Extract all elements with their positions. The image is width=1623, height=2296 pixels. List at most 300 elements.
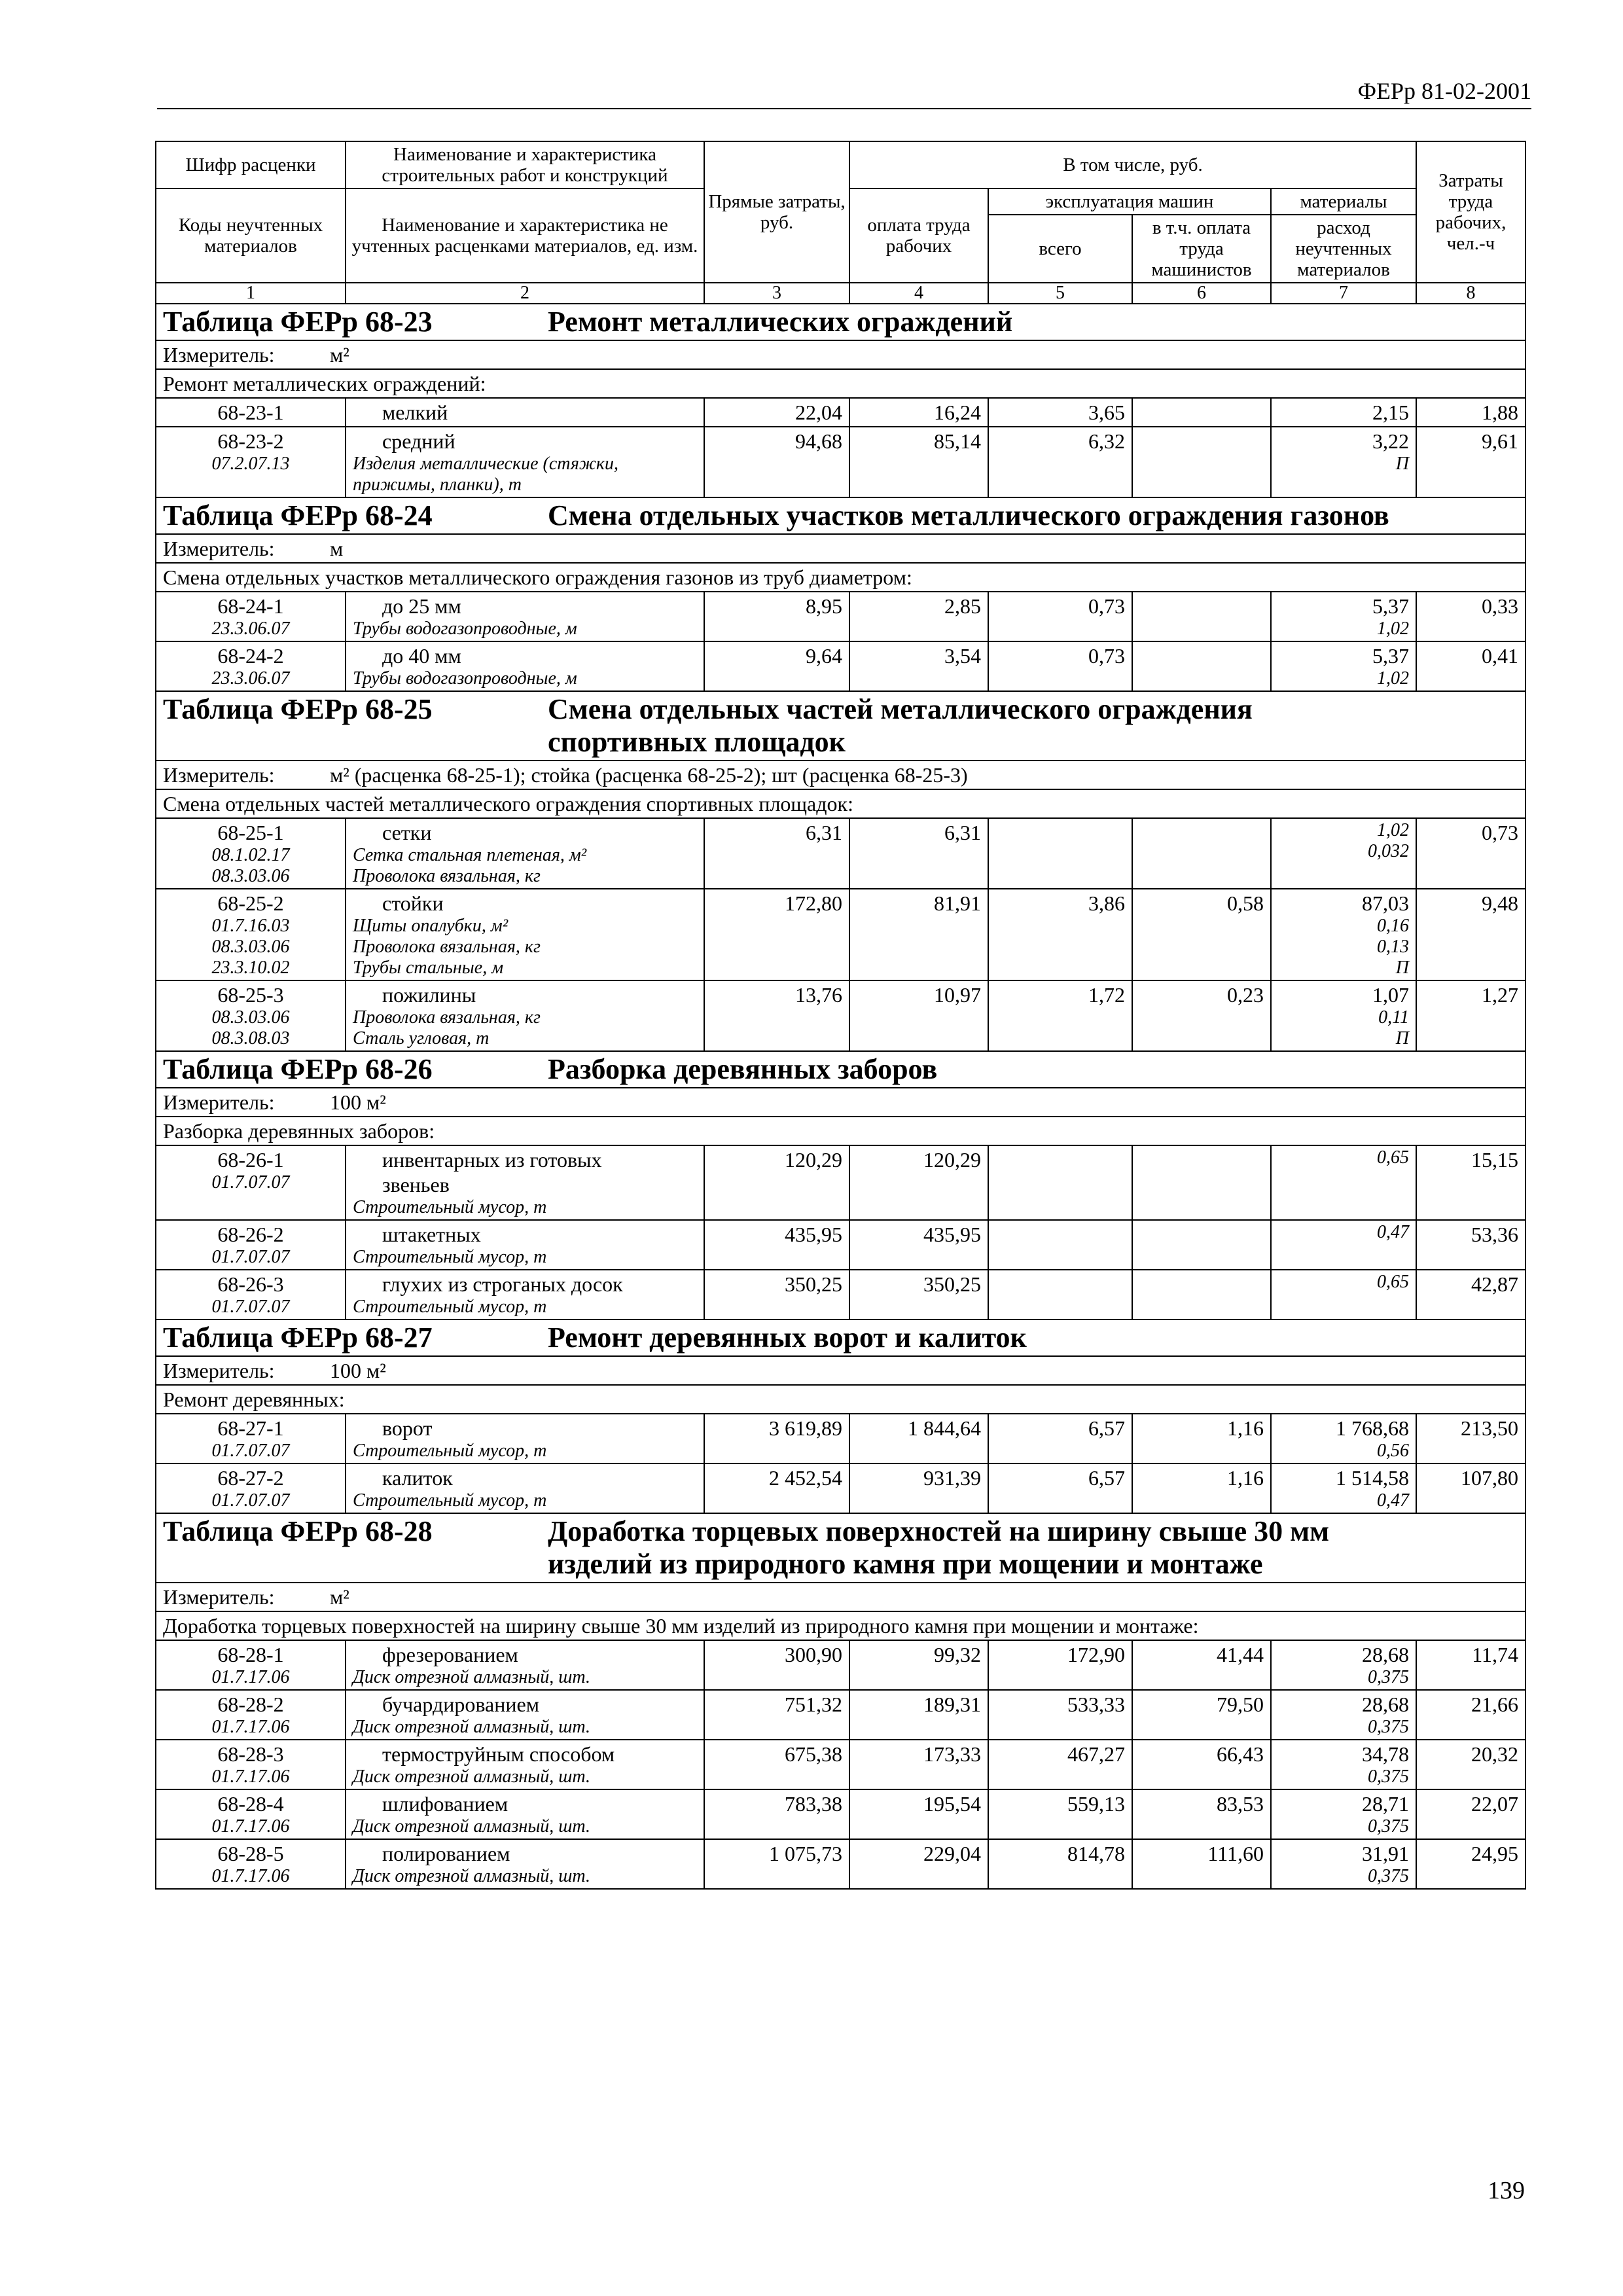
work-name-cell [346, 1270, 704, 1319]
price-table [155, 141, 1526, 1890]
table-title-line: Доработка торцевых поверхностей на ширину свыше 30 мм [548, 1515, 1330, 1547]
machines-header: эксплуатация машин [988, 188, 1271, 215]
labor-value: 42,87 [1416, 1270, 1525, 1319]
material-qty: П [1395, 1028, 1409, 1049]
measure-cell [156, 761, 1525, 789]
col-number: 3 [704, 283, 849, 304]
value-c4: 931,39 [849, 1463, 988, 1513]
material-name: Строительный мусор, т [353, 1441, 547, 1461]
material-name: Изделия металлические (стяжки, прижимы, планки), т [353, 454, 618, 495]
materials-cell [1271, 818, 1416, 889]
rate-code: 68-26-1 [217, 1148, 284, 1172]
materials-cost: 28,68 [1362, 1693, 1409, 1716]
description-row [156, 369, 1525, 398]
value-c5: 3,65 [988, 398, 1132, 427]
material-code: 01.7.07.07 [211, 1247, 290, 1267]
table-row [156, 1220, 1525, 1270]
value-c4: 120,29 [849, 1145, 988, 1220]
value-c4: 173,33 [849, 1740, 988, 1789]
col-number: 2 [346, 283, 704, 304]
table-title-line: Разборка деревянных заборов [548, 1053, 938, 1085]
wages-header: оплата труда рабочих [849, 188, 988, 283]
material-name: Трубы водогазопроводные, м [353, 619, 577, 639]
table-title [548, 499, 1518, 532]
value-c5: 814,78 [988, 1839, 1132, 1889]
value-c3: 9,64 [704, 641, 849, 691]
measure-label: Измеритель: [163, 763, 275, 787]
material-qty: П [1395, 958, 1409, 978]
rate-code: 68-26-2 [217, 1223, 284, 1246]
material-code: 01.7.17.06 [211, 1667, 290, 1687]
work-name: инвентарных из готовых [382, 1148, 602, 1172]
value-c4: 195,54 [849, 1789, 988, 1839]
rate-code-cell [156, 427, 346, 497]
material-name: Строительный мусор, т [353, 1490, 547, 1511]
value-c3: 6,31 [704, 818, 849, 889]
section-title [163, 693, 1518, 759]
value-c3: 751,32 [704, 1690, 849, 1740]
material-qty: 1,02 [1377, 619, 1409, 639]
material-code: 08.3.08.03 [211, 1028, 290, 1049]
work-name: калиток [382, 1466, 453, 1490]
value-c3: 1 075,73 [704, 1839, 849, 1889]
materials-cell [1271, 889, 1416, 980]
rate-code-cell [156, 1414, 346, 1463]
table-row [156, 818, 1525, 889]
labor-value: 24,95 [1416, 1839, 1525, 1889]
material-code: 08.3.03.06 [211, 866, 290, 886]
table-title-line: Смена отдельных частей металлического ограждения [548, 693, 1253, 725]
description-row [156, 1611, 1525, 1640]
material-name: Диск отрезной алмазный, шт. [353, 1717, 590, 1737]
col1-top-header: Шифр расценки [156, 141, 346, 188]
material-qty: 0,16 [1377, 916, 1409, 936]
value-c6 [1132, 1145, 1271, 1220]
material-code: 23.3.06.07 [211, 668, 290, 689]
value-c6: 0,23 [1132, 980, 1271, 1051]
table-row [156, 889, 1525, 980]
rate-code: 68-23-1 [217, 401, 284, 424]
rate-code-cell [156, 1640, 346, 1690]
table-number: Таблица ФЕРр 68-25 [163, 693, 433, 725]
work-name: до 40 мм [382, 644, 461, 668]
materials-cell [1271, 1220, 1416, 1270]
table-title [548, 1321, 1518, 1354]
materials-cost: 1 514,58 [1336, 1466, 1409, 1490]
value-c3: 3 619,89 [704, 1414, 849, 1463]
material-qty: 0,65 [1377, 1272, 1409, 1292]
material-name: Проволока вязальная, кг [353, 937, 541, 957]
work-name-cell [346, 1640, 704, 1690]
section-title [163, 499, 1518, 532]
value-c6 [1132, 1270, 1271, 1319]
work-name: ворот [382, 1416, 433, 1440]
work-name-cell [346, 592, 704, 641]
measure-unit: м² [330, 343, 349, 367]
table-header [156, 141, 1525, 304]
materials-usage-header: расход неучтенных материалов [1271, 215, 1416, 283]
measure-unit: м² (расценка 68-25-1); стойка (расценка 68-25-2); шт (расценка 68-25-3) [330, 763, 968, 787]
section-title-cell [156, 497, 1525, 534]
labor-value: 0,73 [1416, 818, 1525, 889]
description-row [156, 789, 1525, 818]
materials-cell [1271, 1414, 1416, 1463]
material-code: 01.7.17.06 [211, 1866, 290, 1886]
work-name-cell [346, 1839, 704, 1889]
rate-code-cell [156, 398, 346, 427]
work-description: Доработка торцевых поверхностей на ширину свыше 30 мм изделий из природного камня при мощении и монтаже: [156, 1611, 1525, 1640]
value-c6: 0,58 [1132, 889, 1271, 980]
materials-cell [1271, 1640, 1416, 1690]
measure-cell [156, 340, 1525, 369]
material-name: Строительный мусор, т [353, 1197, 547, 1217]
work-name: пожилины [382, 983, 476, 1007]
rate-code: 68-24-2 [217, 644, 284, 668]
table-title [548, 693, 1518, 759]
rate-code: 68-25-2 [217, 891, 284, 915]
materials-cell [1271, 1839, 1416, 1889]
value-c4: 3,54 [849, 641, 988, 691]
material-qty: 1,02 [1377, 668, 1409, 689]
work-name: стойки [382, 891, 444, 915]
value-c5: 6,57 [988, 1463, 1132, 1513]
section-title [163, 1321, 1518, 1354]
material-qty: 0,65 [1377, 1147, 1409, 1168]
col2-bottom-header: Наименование и характеристика не учтенных расценками материалов, ед. изм. [346, 188, 704, 283]
value-c6: 66,43 [1132, 1740, 1271, 1789]
value-c4: 10,97 [849, 980, 988, 1051]
rate-code: 68-28-1 [217, 1643, 284, 1666]
material-qty: П [1395, 454, 1409, 474]
value-c6 [1132, 1220, 1271, 1270]
section-title [163, 306, 1518, 338]
table-row [156, 1690, 1525, 1740]
work-name-cell [346, 1690, 704, 1740]
rate-code-cell [156, 1789, 346, 1839]
col-number: 1 [156, 283, 346, 304]
materials-cost: 5,37 [1372, 644, 1409, 668]
material-name: Строительный мусор, т [353, 1247, 547, 1267]
value-c6 [1132, 641, 1271, 691]
material-code: 01.7.17.06 [211, 1717, 290, 1737]
materials-cost: 28,71 [1362, 1792, 1409, 1816]
description-row [156, 1385, 1525, 1414]
material-code: 01.7.07.07 [211, 1172, 290, 1193]
table-row [156, 592, 1525, 641]
section-title-row [156, 1051, 1525, 1088]
material-qty: 0,375 [1368, 1866, 1409, 1886]
table-row [156, 641, 1525, 691]
page-number: 139 [1488, 2177, 1525, 2204]
work-description: Смена отдельных участков металлического ограждения газонов из труб диаметром: [156, 563, 1525, 592]
value-c4: 189,31 [849, 1690, 988, 1740]
machinist-wages-header: в т.ч. оплата труда машинистов [1132, 215, 1271, 283]
value-c6: 83,53 [1132, 1789, 1271, 1839]
value-c5: 0,73 [988, 592, 1132, 641]
rate-code-cell [156, 980, 346, 1051]
value-c6: 1,16 [1132, 1463, 1271, 1513]
material-qty: 0,375 [1368, 1767, 1409, 1787]
table-number: Таблица ФЕРр 68-26 [163, 1053, 433, 1085]
table-row [156, 980, 1525, 1051]
section-title-cell [156, 691, 1525, 761]
materials-cell [1271, 1270, 1416, 1319]
material-name: Трубы водогазопроводные, м [353, 668, 577, 689]
section-title-cell [156, 1319, 1525, 1356]
rate-code-cell [156, 889, 346, 980]
value-c5: 533,33 [988, 1690, 1132, 1740]
measure-row [156, 1356, 1525, 1385]
value-c3: 435,95 [704, 1220, 849, 1270]
value-c4: 435,95 [849, 1220, 988, 1270]
table-title-line: Смена отдельных участков металлического ограждения газонов [548, 499, 1389, 531]
section-title-row [156, 1513, 1525, 1583]
table-row [156, 1839, 1525, 1889]
material-qty: 0,13 [1377, 937, 1409, 957]
labor-header: Затраты труда рабочих, чел.-ч [1416, 141, 1525, 283]
materials-cost: 1 768,68 [1336, 1416, 1409, 1440]
material-code: 08.1.02.17 [211, 845, 290, 865]
measure-label: Измеритель: [163, 343, 275, 367]
rate-code-cell [156, 1145, 346, 1220]
rate-code: 68-28-5 [217, 1842, 284, 1865]
header-rule [157, 108, 1531, 109]
measure-row [156, 761, 1525, 789]
work-name-cell [346, 1740, 704, 1789]
table-body [156, 304, 1525, 1889]
value-c3: 2 452,54 [704, 1463, 849, 1513]
value-c5 [988, 1270, 1132, 1319]
material-qty: 0,375 [1368, 1816, 1409, 1837]
value-c6 [1132, 592, 1271, 641]
material-code: 23.3.06.07 [211, 619, 290, 639]
labor-value: 1,88 [1416, 398, 1525, 427]
value-c5: 3,86 [988, 889, 1132, 980]
material-qty: 0,11 [1378, 1007, 1409, 1028]
work-name: фрезерованием [382, 1643, 518, 1666]
rate-code: 68-25-3 [217, 983, 284, 1007]
value-c5: 0,73 [988, 641, 1132, 691]
table-number: Таблица ФЕРр 68-24 [163, 499, 433, 531]
work-description: Разборка деревянных заборов: [156, 1117, 1525, 1145]
value-c4: 1 844,64 [849, 1414, 988, 1463]
table-title-line: изделий из природного камня при мощении и монтаже [548, 1548, 1263, 1580]
section-title-row [156, 497, 1525, 534]
section-title [163, 1515, 1518, 1581]
work-name-cell [346, 818, 704, 889]
measure-cell [156, 1356, 1525, 1385]
measure-cell [156, 534, 1525, 563]
col-number: 4 [849, 283, 988, 304]
measure-cell [156, 1583, 1525, 1611]
material-name: Проволока вязальная, кг [353, 1007, 541, 1028]
measure-row [156, 1088, 1525, 1117]
labor-value: 0,41 [1416, 641, 1525, 691]
section-title-row [156, 691, 1525, 761]
rate-code: 68-24-1 [217, 594, 284, 618]
value-c3: 94,68 [704, 427, 849, 497]
material-name: Проволока вязальная, кг [353, 866, 541, 886]
materials-cell [1271, 398, 1416, 427]
value-c5: 1,72 [988, 980, 1132, 1051]
value-c5 [988, 818, 1132, 889]
material-qty: 0,47 [1377, 1490, 1409, 1511]
table-row [156, 427, 1525, 497]
value-c3: 675,38 [704, 1740, 849, 1789]
table-row [156, 398, 1525, 427]
material-qty: 1,02 [1377, 820, 1409, 840]
table-title-line: Ремонт деревянных ворот и калиток [548, 1321, 1027, 1354]
material-qty: 0,375 [1368, 1717, 1409, 1737]
value-c4: 350,25 [849, 1270, 988, 1319]
value-c3: 22,04 [704, 398, 849, 427]
col-number: 7 [1271, 283, 1416, 304]
materials-cell [1271, 1789, 1416, 1839]
material-code: 01.7.17.06 [211, 1767, 290, 1787]
materials-cost: 87,03 [1362, 891, 1409, 915]
material-code: 01.7.17.06 [211, 1816, 290, 1837]
col-number: 6 [1132, 283, 1271, 304]
col2-top-header: Наименование и характеристика строительных работ и конструкций [346, 141, 704, 188]
work-name-cell [346, 1145, 704, 1220]
work-name: звеньев [382, 1173, 450, 1196]
section-title-cell [156, 1051, 1525, 1088]
value-c4: 6,31 [849, 818, 988, 889]
material-name: Диск отрезной алмазный, шт. [353, 1667, 590, 1687]
materials-cost: 5,37 [1372, 594, 1409, 618]
work-description: Ремонт деревянных: [156, 1385, 1525, 1414]
table-title [548, 306, 1518, 338]
table-number: Таблица ФЕРр 68-23 [163, 306, 433, 338]
work-name: термоструйным способом [382, 1742, 615, 1766]
rate-code: 68-23-2 [217, 429, 284, 453]
work-name-cell [346, 1220, 704, 1270]
table-row [156, 1789, 1525, 1839]
value-c6: 41,44 [1132, 1640, 1271, 1690]
labor-value: 0,33 [1416, 592, 1525, 641]
materials-cost: 28,68 [1362, 1643, 1409, 1666]
table-row [156, 1414, 1525, 1463]
table-number: Таблица ФЕРр 68-27 [163, 1321, 433, 1354]
rate-code: 68-28-2 [217, 1693, 284, 1716]
materials-cell [1271, 980, 1416, 1051]
value-c3: 783,38 [704, 1789, 849, 1839]
table-title-line: спортивных площадок [548, 726, 846, 758]
material-name: Сталь угловая, т [353, 1028, 490, 1049]
materials-cell [1271, 427, 1416, 497]
rate-code: 68-25-1 [217, 821, 284, 844]
measure-cell [156, 1088, 1525, 1117]
labor-value: 9,61 [1416, 427, 1525, 497]
materials-cost: 31,91 [1362, 1842, 1409, 1865]
value-c4: 99,32 [849, 1640, 988, 1690]
section-title-cell [156, 304, 1525, 340]
material-code: 08.3.03.06 [211, 937, 290, 957]
including-header: В том числе, руб. [849, 141, 1416, 188]
work-description: Ремонт металлических ограждений: [156, 369, 1525, 398]
rate-code-cell [156, 1690, 346, 1740]
value-c3: 350,25 [704, 1270, 849, 1319]
value-c6 [1132, 427, 1271, 497]
work-name-cell [346, 889, 704, 980]
work-name-cell [346, 398, 704, 427]
table-title-line: Ремонт металлических ограждений [548, 306, 1013, 338]
materials-cell [1271, 1463, 1416, 1513]
section-title-row [156, 1319, 1525, 1356]
materials-cell [1271, 592, 1416, 641]
labor-value: 22,07 [1416, 1789, 1525, 1839]
rate-code-cell [156, 641, 346, 691]
material-code: 01.7.16.03 [211, 916, 290, 936]
material-name: Диск отрезной алмазный, шт. [353, 1767, 590, 1787]
work-name-cell [346, 641, 704, 691]
measure-label: Измеритель: [163, 1090, 275, 1114]
rate-code-cell [156, 1220, 346, 1270]
rate-code: 68-28-3 [217, 1742, 284, 1766]
value-c3: 300,90 [704, 1640, 849, 1690]
material-name: Сетка стальная плетеная, м² [353, 845, 587, 865]
materials-cell [1271, 641, 1416, 691]
table-row [156, 1270, 1525, 1319]
rate-code-cell [156, 1463, 346, 1513]
value-c5 [988, 1220, 1132, 1270]
work-name-cell [346, 427, 704, 497]
materials-cost: 3,22 [1372, 429, 1409, 453]
direct-costs-header: Прямые затраты, руб. [704, 141, 849, 283]
measure-label: Измеритель: [163, 537, 275, 560]
table-title [548, 1515, 1518, 1581]
rate-code-cell [156, 592, 346, 641]
materials-cell [1271, 1145, 1416, 1220]
col1-bottom-header: Коды неучтенных материалов [156, 188, 346, 283]
value-c3: 13,76 [704, 980, 849, 1051]
labor-value: 53,36 [1416, 1220, 1525, 1270]
value-c3: 8,95 [704, 592, 849, 641]
measure-row [156, 1583, 1525, 1611]
machines-total-header: всего [988, 215, 1132, 283]
value-c4: 229,04 [849, 1839, 988, 1889]
labor-value: 107,80 [1416, 1463, 1525, 1513]
measure-unit: м [330, 537, 344, 560]
measure-row [156, 534, 1525, 563]
work-name: штакетных [382, 1223, 481, 1246]
material-code: 01.7.07.07 [211, 1441, 290, 1461]
materials-cost: 1,07 [1372, 983, 1409, 1007]
col-number: 8 [1416, 283, 1525, 304]
labor-value: 20,32 [1416, 1740, 1525, 1789]
measure-unit: м² [330, 1585, 349, 1609]
work-description: Смена отдельных частей металлического ограждения спортивных площадок: [156, 789, 1525, 818]
rate-code: 68-28-4 [217, 1792, 284, 1816]
value-c5: 6,57 [988, 1414, 1132, 1463]
work-name-cell [346, 1414, 704, 1463]
material-name: Диск отрезной алмазный, шт. [353, 1866, 590, 1886]
material-code: 01.7.07.07 [211, 1297, 290, 1317]
work-name-cell [346, 980, 704, 1051]
value-c5 [988, 1145, 1132, 1220]
rate-code-cell [156, 1839, 346, 1889]
material-code: 01.7.07.07 [211, 1490, 290, 1511]
table-title [548, 1053, 1518, 1086]
value-c6 [1132, 398, 1271, 427]
materials-cell [1271, 1740, 1416, 1789]
labor-value: 1,27 [1416, 980, 1525, 1051]
work-name: бучардированием [382, 1693, 539, 1716]
materials-header: материалы [1271, 188, 1416, 215]
material-qty: 0,56 [1377, 1441, 1409, 1461]
value-c3: 120,29 [704, 1145, 849, 1220]
labor-value: 9,48 [1416, 889, 1525, 980]
